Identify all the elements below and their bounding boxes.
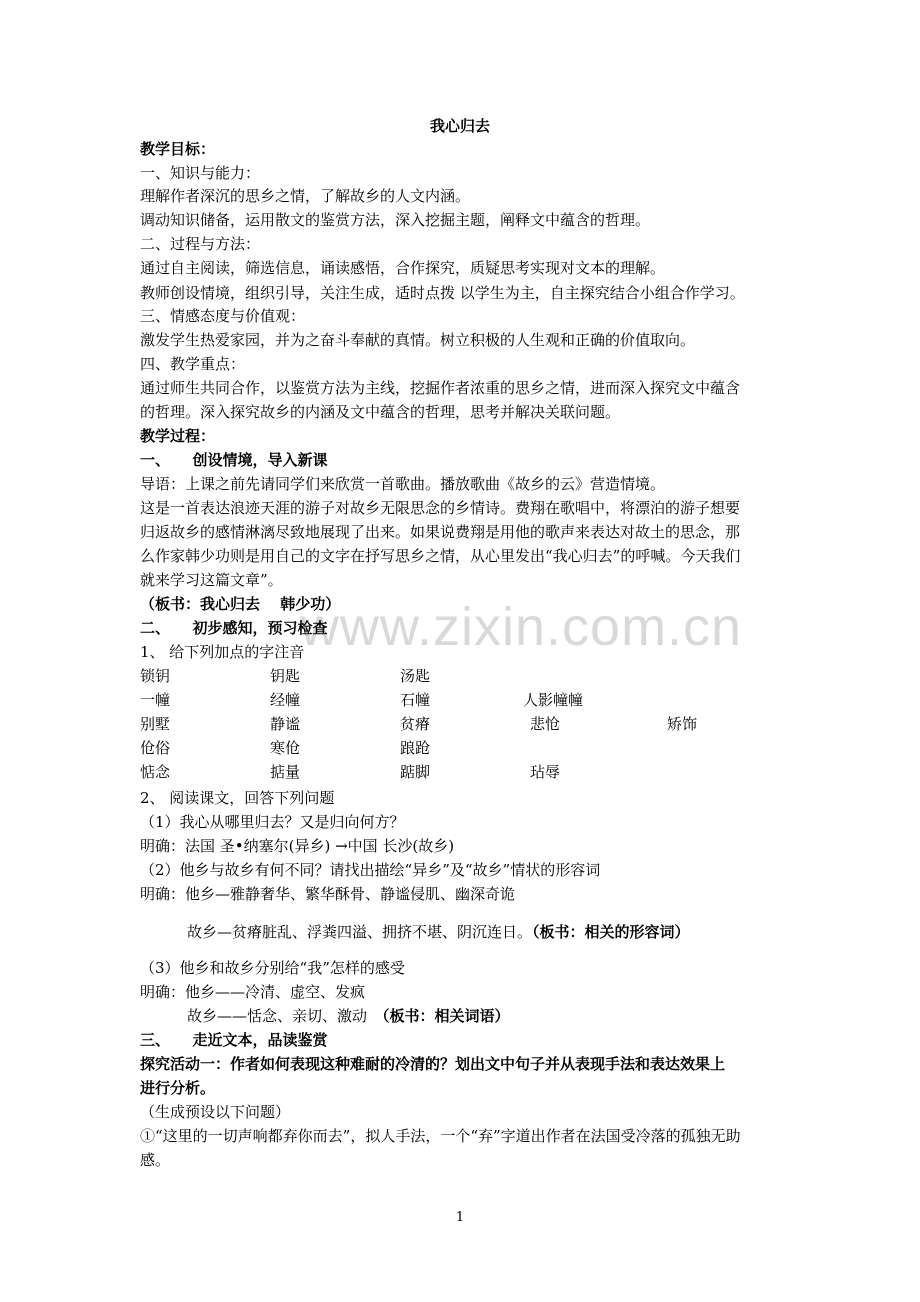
goal-4-line-b: 的哲理。深入探究故乡的内涵及文中蕴含的哲理，思考并解决关联问题。 [140, 403, 621, 421]
char-table-row [140, 762, 780, 782]
process-heading: 教学过程： [140, 427, 216, 445]
goal-1-line-a: 理解作者深沉的思乡之情，了解故乡的人文内涵。 [140, 187, 471, 205]
answer-activity-1-a: ①“这里的一切声响都弃你而去”，拟人手法，一个“弃”字道出作者在法国受冷落的孤独无助 [140, 1127, 741, 1145]
question-2: 2、 阅读课文，回答下列问题 [140, 789, 335, 807]
board-note-2: （板书：相关的形容词） [532, 923, 690, 941]
section-1-line-d: 么作家韩少功则是用自己的文字在抒写思乡之情，从心里发出“我心归去”的呼喊。今天我们 [140, 547, 741, 565]
char-table-row [140, 714, 780, 734]
section-3-heading: 三、 走近文本，品读鉴赏 [140, 1031, 328, 1049]
char-cell: 伧俗 [140, 739, 171, 757]
answer-2-2-b: 故乡—贫瘠脏乱、浮粪四溢、拥挤不堪、阴沉连日。（板书：相关的形容词） [187, 923, 690, 941]
char-cell: 矫饰 [667, 715, 698, 733]
page-number: 1 [455, 1210, 465, 1225]
char-cell: 玷辱 [530, 763, 561, 781]
preset-note: （生成预设以下问题） [140, 1103, 291, 1121]
char-cell: 锁钥 [140, 667, 171, 685]
char-cell: 一幢 [140, 691, 171, 709]
char-table-row [140, 738, 780, 758]
activity-1-line-a: 探究活动一：作者如何表现这种难耐的冷清的？划出文中句子并从表现手法和表达效果上 [140, 1055, 726, 1073]
char-cell: 贫瘠 [400, 715, 431, 733]
watermark: www.zixin.com.cn [300, 597, 743, 657]
char-cell: 掂量 [270, 763, 301, 781]
char-table-row [140, 666, 780, 686]
answer-2-3-b: 故乡——恬念、亲切、激动 （板书：相关词语） [187, 1007, 510, 1025]
answer-activity-1-b: 感。 [140, 1151, 171, 1169]
char-cell: 惦念 [140, 763, 171, 781]
question-2-1: （1）我心从哪里归去？又是归向何方？ [140, 813, 405, 831]
char-cell: 踉跄 [400, 739, 431, 757]
char-cell: 经幢 [270, 691, 301, 709]
goal-2-line-a: 通过自主阅读，筛选信息，诵读感悟，合作探究，质疑思考实现对文本的理解。 [140, 259, 666, 277]
answer-2-2-a: 明确：他乡—雅静奢华、繁华酥骨、静谧侵肌、幽深奇诡 [140, 885, 516, 903]
goal-1-line-b: 调动知识储备，运用散文的鉴赏方法，深入挖掘主题，阐释文中蕴含的哲理。 [140, 211, 651, 229]
board-note-1: （板书：我心归去 韩少功） [140, 595, 341, 613]
goals-heading: 教学目标： [140, 140, 216, 158]
section-1-line-a: 导语：上课之前先请同学们来欣赏一首歌曲。播放歌曲《故乡的云》营造情境。 [140, 475, 666, 493]
char-table-row [140, 690, 780, 710]
board-note-3: （板书：相关词语） [382, 1007, 510, 1025]
section-1-heading: 一、 创设情境，导入新课 [140, 451, 328, 469]
char-cell: 石幢 [400, 691, 431, 709]
goal-4-heading: 四、教学重点： [140, 355, 246, 373]
char-cell: 静谧 [270, 715, 301, 733]
char-cell: 踮脚 [400, 763, 431, 781]
section-2-heading: 二、 初步感知，预习检查 [140, 619, 328, 637]
goal-2-line-b: 教师创设情境，组织引导，关注生成，适时点拨 以学生为主，自主探究结合小组合作学习。 [140, 284, 745, 302]
goal-3-heading: 三、情感态度与价值观： [140, 307, 306, 325]
char-cell: 人影幢幢 [523, 691, 584, 709]
goal-2-heading: 二、过程与方法： [140, 235, 261, 253]
question-2-2: （2）他乡与故乡有何不同？请找出描绘“异乡”及“故乡”情状的形容词 [140, 861, 601, 879]
char-cell: 钥匙 [270, 667, 301, 685]
activity-1-line-b: 进行分析。 [140, 1079, 216, 1097]
section-1-line-e: 就来学习这篇文章”。 [140, 571, 283, 589]
question-2-3: （3）他乡和故乡分别给“我”怎样的感受 [140, 959, 405, 977]
answer-2-1: 明确：法国 圣•纳塞尔(异乡) →中国 长沙(故乡) [140, 837, 455, 855]
char-cell: 寒伧 [270, 739, 301, 757]
section-1-line-b: 这是一首表达浪迹天涯的游子对故乡无限思念的乡情诗。费翔在歌唱中，将漂泊的游子想要 [140, 499, 741, 517]
question-1: 1、 给下列加点的字注音 [140, 643, 305, 661]
goal-1-heading: 一、知识与能力： [140, 164, 261, 182]
document-title: 我心归去 [429, 117, 490, 135]
char-cell: 悲怆 [530, 715, 561, 733]
answer-2-3-a: 明确：他乡——冷清、虚空、发疯 [140, 983, 366, 1001]
section-1-line-c: 归返故乡的感情淋漓尽致地展现了出来。如果说费翔是用他的歌声来表达对故土的思念，那 [140, 523, 741, 541]
char-cell: 汤匙 [400, 667, 431, 685]
goal-3-line-a: 激发学生热爱家园，并为之奋斗奉献的真情。树立积极的人生观和正确的价值取向。 [140, 331, 696, 349]
goal-4-line-a: 通过师生共同合作，以鉴赏方法为主线，挖掘作者浓重的思乡之情，进而深入探究文中蕴含 [140, 379, 741, 397]
char-cell: 别墅 [140, 715, 171, 733]
